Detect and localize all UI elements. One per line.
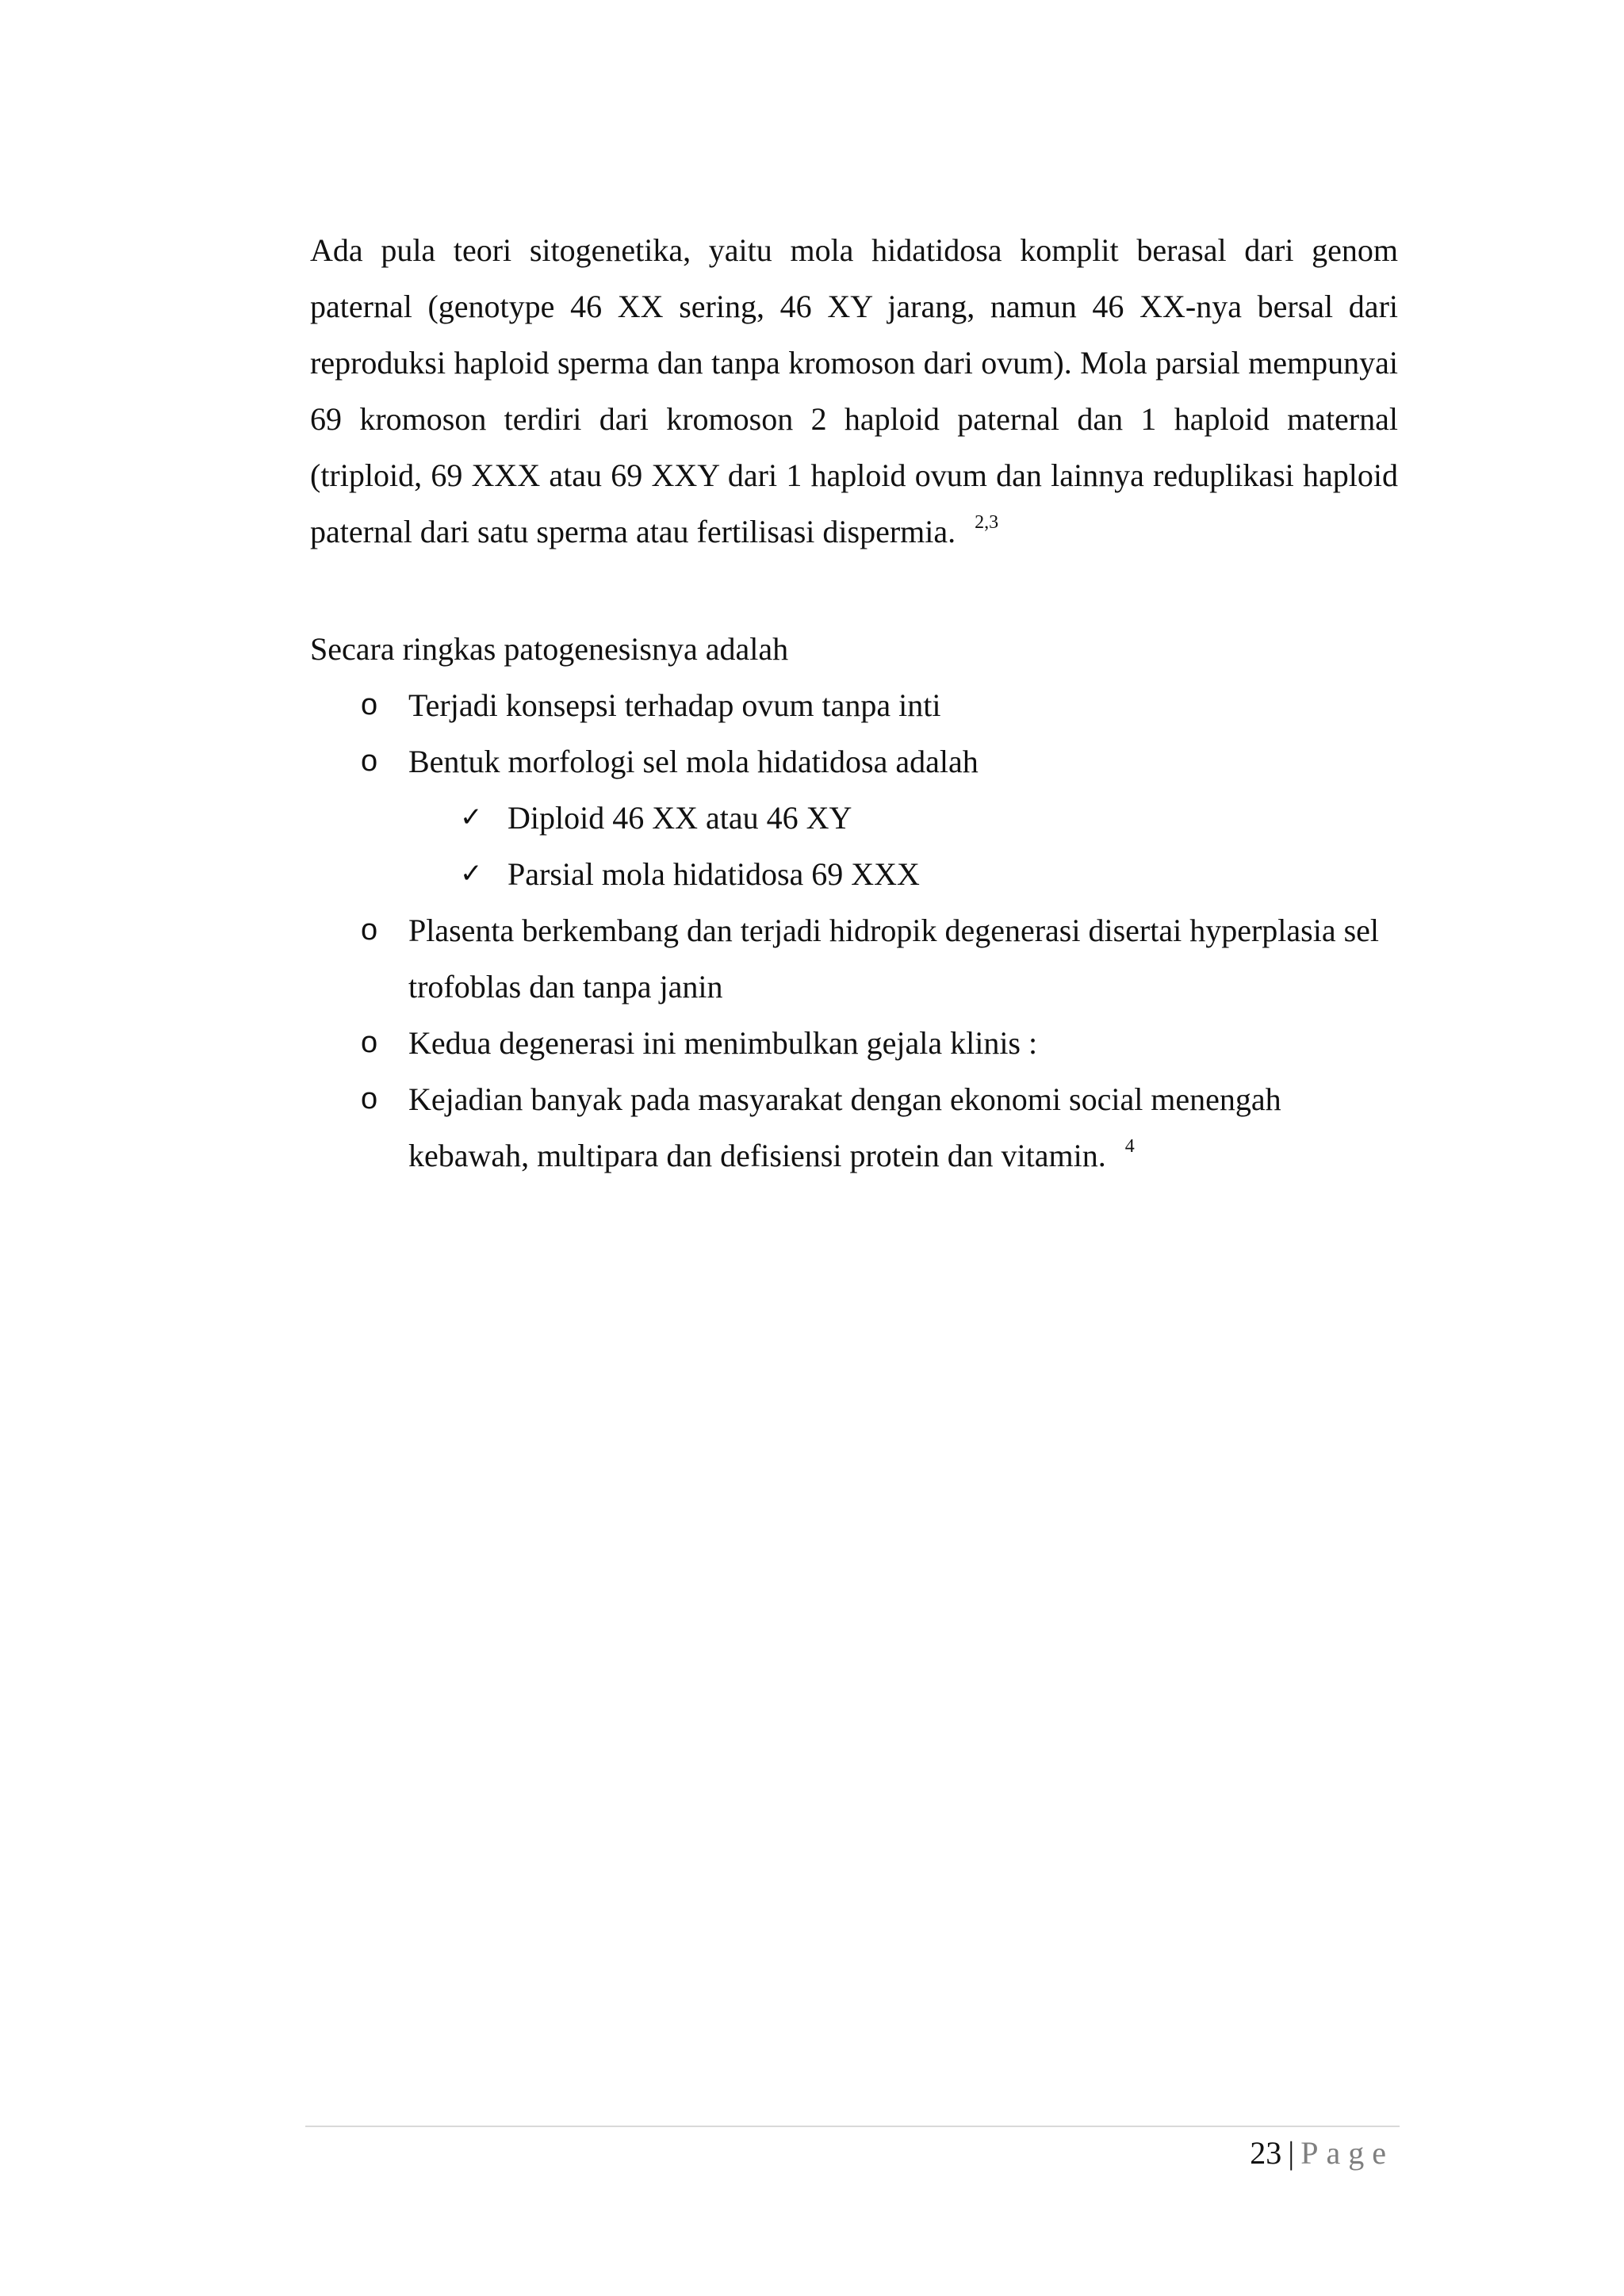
page-footer [1250,2125,1394,2181]
footer-separator: | [1288,2135,1295,2171]
list-item [310,902,1398,1015]
sublist-item-text: Parsial mola hidatidosa 69 XXX [508,856,920,892]
circle-bullet-icon: o [361,913,378,947]
citation-superscript: 2,3 [975,512,999,533]
footer-divider [305,2126,1400,2127]
list-item [310,1015,1398,1071]
list-item-text: Kedua degenerasi ini menimbulkan gejala klinis : [408,1025,1038,1061]
circle-bullet-icon: o [361,688,378,721]
pathogenesis-list [310,677,1398,1184]
list-item-text: Bentuk morfologi sel mola hidatidosa adalah [408,744,979,779]
list-item-text: Terjadi konsepsi terhadap ovum tanpa inti [408,687,941,723]
list-item [310,733,1398,902]
paragraph-cytogenetics [310,222,1398,560]
list-item-text: Kejadian banyak pada masyarakat dengan ekonomi social menengah kebawah, multipara dan defisiensi protein dan vitamin. [408,1081,1281,1173]
paragraph-text: Ada pula teori sitogenetika, yaitu mola hidatidosa komplit berasal dari genom paternal (genotype 46 XX sering, 46 XY jarang, namun 46 XX-nya bersal dari reproduksi haploid sperma dan tanpa kromoson dari ovum). Mola parsial mempunyai 69 kromoson terdiri dari kromoson 2 haploid paternal dan 1 haploid maternal (triploid, 69 XXX atau 69 XXY dari 1 haploid ovum dan lainnya reduplikasi haploid paternal dari satu sperma atau fertilisasi dispermia. [310,232,1398,549]
morphology-sublist [408,790,1398,902]
list-item-text: Plasenta berkembang dan terjadi hidropik degenerasi disertai hyperplasia sel trofoblas dan tanpa janin [408,913,1380,1004]
sublist-item-text: Diploid 46 XX atau 46 XY [508,800,852,836]
checkmark-icon: ✓ [460,802,483,833]
page-number: 23 [1250,2135,1282,2171]
list-item [310,1071,1398,1184]
circle-bullet-icon: o [361,1082,378,1115]
circle-bullet-icon: o [361,1026,378,1059]
list-item [310,677,1398,733]
pathogenesis-intro: Secara ringkas patogenesisnya adalah [310,631,789,667]
checkmark-icon: ✓ [460,858,483,890]
citation-superscript: 4 [1124,1136,1135,1157]
sublist-item [408,790,1398,846]
circle-bullet-icon: o [361,744,378,778]
page-label: Page [1300,2135,1394,2171]
sublist-item [408,846,1398,902]
